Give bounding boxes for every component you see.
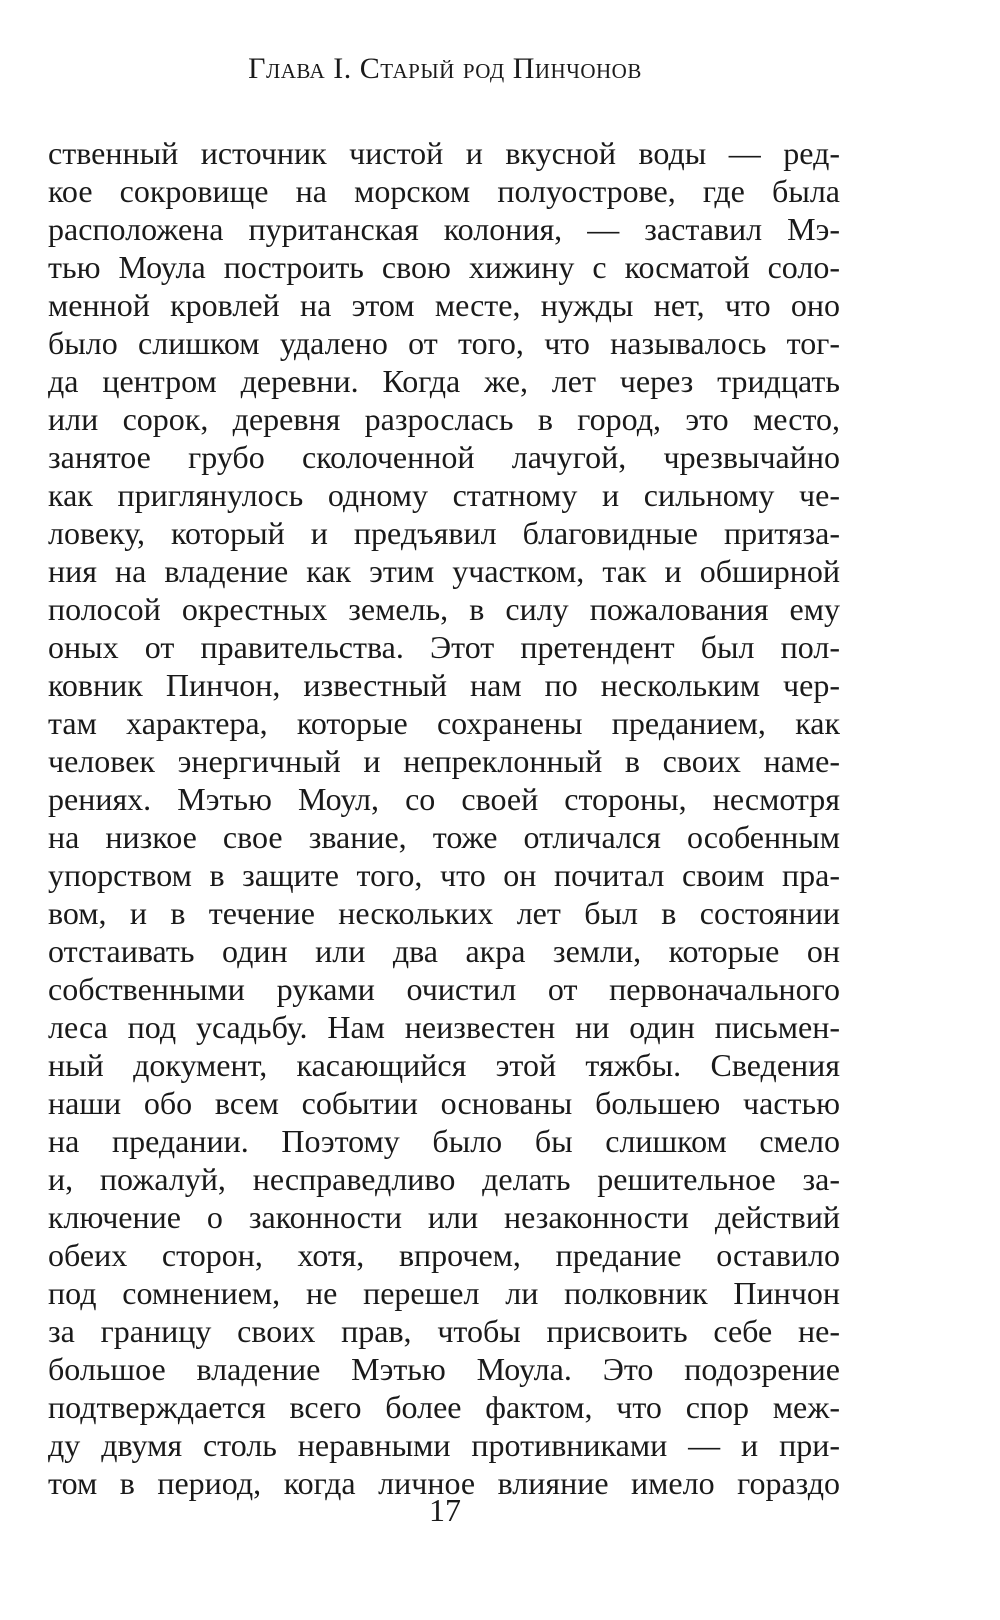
text-line: ния на владение как этим участком, так и обширной bbox=[48, 553, 840, 589]
page-number: 17 bbox=[429, 1492, 461, 1528]
text-line: обеих сторон, хотя, впрочем, предание оставило bbox=[48, 1237, 840, 1273]
text-line: наши обо всем событии основаны большею частью bbox=[48, 1085, 840, 1121]
text-line: на предании. Поэтому было бы слишком смело bbox=[48, 1123, 840, 1159]
body-text bbox=[48, 134, 840, 1502]
text-line: занятое грубо сколоченной лачугой, чрезвычайно bbox=[48, 439, 840, 475]
text-line: подтверждается всего более фактом, что спор меж- bbox=[48, 1389, 840, 1425]
text-line: вом, и в течение нескольких лет был в состоянии bbox=[48, 895, 840, 931]
text-line: и, пожалуй, несправедливо делать решительное за- bbox=[48, 1161, 840, 1197]
text-line: тью Моула построить свою хижину с косматой соло- bbox=[48, 249, 840, 285]
text-line: под сомнением, не перешел ли полковник Пинчон bbox=[48, 1275, 840, 1311]
text-line: том в период, когда личное влияние имело гораздо bbox=[48, 1465, 840, 1501]
text-line: человек энергичный и непреклонный в своих наме- bbox=[48, 743, 840, 779]
text-line: оных от правительства. Этот претендент был пол- bbox=[48, 629, 840, 665]
text-line: или сорок, деревня разрослась в город, это место, bbox=[48, 401, 840, 437]
text-line: там характера, которые сохранены преданием, как bbox=[48, 705, 840, 741]
text-line: леса под усадьбу. Нам неизвестен ни один письмен- bbox=[48, 1009, 840, 1045]
text-line: полосой окрестных земель, в силу пожалования ему bbox=[48, 591, 840, 627]
text-line: большое владение Мэтью Моула. Это подозрение bbox=[48, 1351, 840, 1387]
text-line: упорством в защите того, что он почитал своим пра- bbox=[48, 857, 840, 893]
text-line: ловеку, который и предъявил благовидные притяза- bbox=[48, 515, 840, 551]
text-line: отстаивать один или два акра земли, которые он bbox=[48, 933, 840, 969]
text-line: кое сокровище на морском полуострове, где была bbox=[48, 173, 840, 209]
text-line: расположена пуританская колония, — заставил Мэ- bbox=[48, 211, 840, 247]
text-line: рениях. Мэтью Моул, со своей стороны, несмотря bbox=[48, 781, 840, 817]
text-line: ковник Пинчон, известный нам по нескольким чер- bbox=[48, 667, 840, 703]
text-line: ключение о законности или незаконности действий bbox=[48, 1199, 840, 1235]
text-line: как приглянулось одному статному и сильному че- bbox=[48, 477, 840, 513]
text-line: ду двумя столь неравными противниками — и при- bbox=[48, 1427, 840, 1463]
text-line: собственными руками очистил от первоначального bbox=[48, 971, 840, 1007]
running-head: Глава I. Старый род Пинчонов bbox=[248, 52, 642, 85]
text-line: было слишком удалено от того, что называлось тог- bbox=[48, 325, 840, 361]
text-line: да центром деревни. Когда же, лет через тридцать bbox=[48, 363, 840, 399]
text-line: на низкое свое звание, тоже отличался особенным bbox=[48, 819, 840, 855]
text-line: ный документ, касающийся этой тяжбы. Сведения bbox=[48, 1047, 840, 1083]
text-line: за границу своих прав, чтобы присвоить себе не- bbox=[48, 1313, 840, 1349]
text-line: ственный источник чистой и вкусной воды — ред- bbox=[48, 135, 840, 171]
text-line: менной кровлей на этом месте, нужды нет, что оно bbox=[48, 287, 840, 323]
